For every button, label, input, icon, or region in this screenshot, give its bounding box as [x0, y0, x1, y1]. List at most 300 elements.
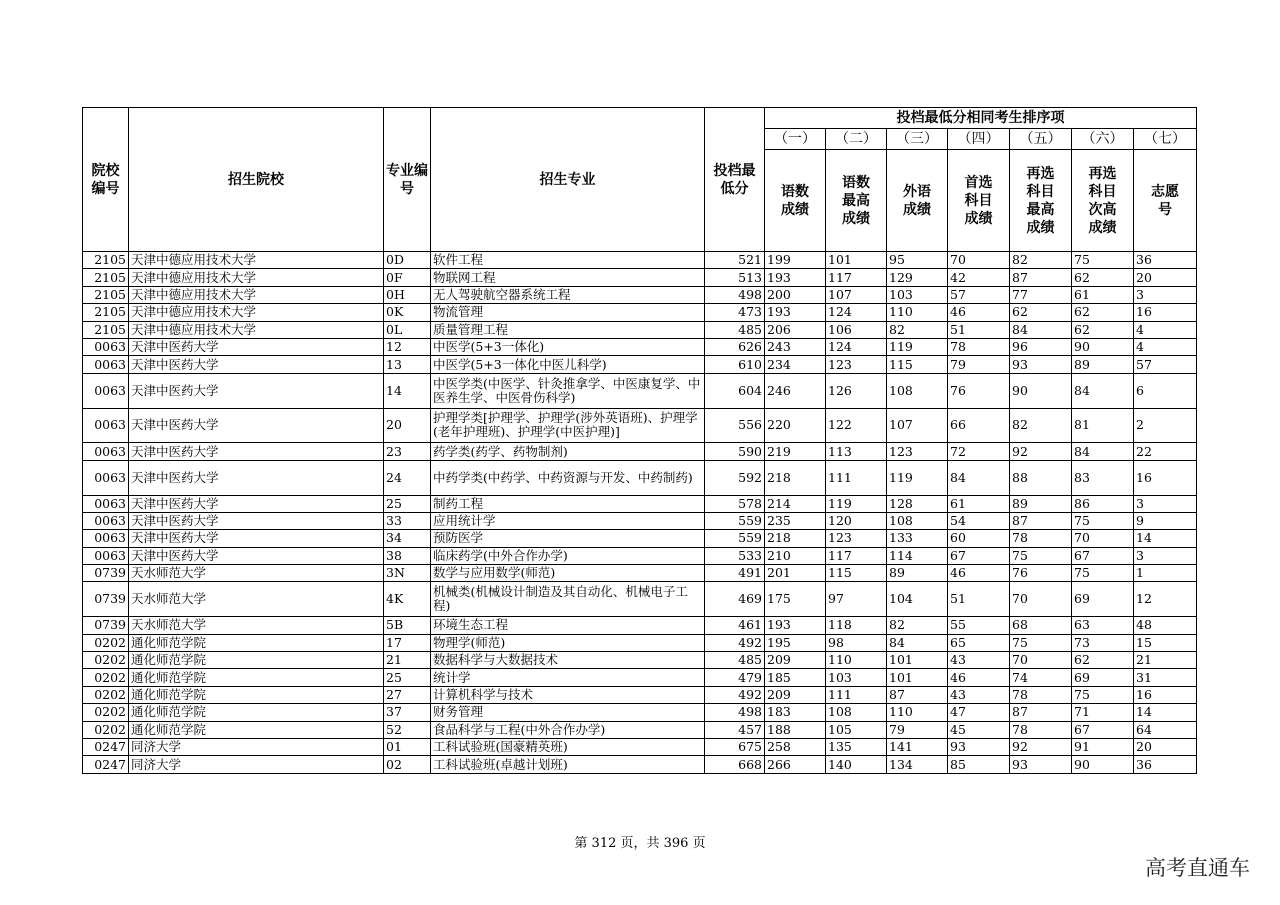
cell-major-code: 0D [384, 252, 431, 269]
table-row [83, 582, 1197, 617]
cell-yushu: 218 [765, 460, 826, 495]
cell-major-name: 工科试验班(卓越计划班) [431, 756, 705, 773]
cell-min-score: 492 [705, 686, 765, 703]
table-row [83, 634, 1197, 651]
cell-min-score: 492 [705, 634, 765, 651]
cell-min-score: 559 [705, 512, 765, 529]
cell-school-code: 0739 [83, 617, 129, 634]
cell-yushu: 175 [765, 582, 826, 617]
cell-min-score: 610 [705, 356, 765, 373]
cell-first-subject: 85 [948, 756, 1010, 773]
header-sort-index: （六） [1072, 129, 1134, 150]
cell-school-code: 0063 [83, 443, 129, 460]
cell-min-score: 479 [705, 669, 765, 686]
cell-second-max: 78 [1010, 721, 1072, 738]
cell-major-code: 01 [384, 739, 431, 756]
cell-school-name: 天水师范大学 [129, 582, 384, 617]
header-sort-index: （四） [948, 129, 1010, 150]
cell-major-name: 统计学 [431, 669, 705, 686]
cell-foreign: 110 [887, 704, 948, 721]
cell-choice-no: 1 [1134, 565, 1197, 582]
cell-second-max: 78 [1010, 686, 1072, 703]
cell-school-name: 通化师范学院 [129, 669, 384, 686]
cell-second-next: 69 [1072, 582, 1134, 617]
cell-second-next: 91 [1072, 739, 1134, 756]
cell-choice-no: 4 [1134, 338, 1197, 355]
cell-school-name: 通化师范学院 [129, 686, 384, 703]
header-sort-index: （五） [1010, 129, 1072, 150]
cell-school-code: 2105 [83, 286, 129, 303]
cell-school-code: 0202 [83, 721, 129, 738]
cell-school-name: 天津中医药大学 [129, 443, 384, 460]
cell-yushu-max: 111 [826, 686, 887, 703]
cell-yushu-max: 140 [826, 756, 887, 773]
cell-second-max: 70 [1010, 652, 1072, 669]
cell-second-max: 88 [1010, 460, 1072, 495]
cell-major-name: 财务管理 [431, 704, 705, 721]
cell-foreign: 128 [887, 495, 948, 512]
cell-second-max: 75 [1010, 547, 1072, 564]
cell-yushu-max: 117 [826, 269, 887, 286]
cell-major-name: 计算机科学与技术 [431, 686, 705, 703]
cell-min-score: 457 [705, 721, 765, 738]
cell-choice-no: 3 [1134, 547, 1197, 564]
cell-min-score: 498 [705, 704, 765, 721]
cell-school-code: 0063 [83, 530, 129, 547]
cell-second-next: 84 [1072, 443, 1134, 460]
cell-school-name: 天津中医药大学 [129, 495, 384, 512]
cell-first-subject: 72 [948, 443, 1010, 460]
cell-school-name: 天津中医药大学 [129, 512, 384, 529]
cell-min-score: 578 [705, 495, 765, 512]
cell-choice-no: 9 [1134, 512, 1197, 529]
cell-major-code: 3N [384, 565, 431, 582]
table-row [83, 547, 1197, 564]
cell-major-name: 数据科学与大数据技术 [431, 652, 705, 669]
cell-major-code: 4K [384, 582, 431, 617]
cell-yushu: 210 [765, 547, 826, 564]
cell-yushu-max: 113 [826, 443, 887, 460]
header-major-code: 专业编号 [384, 108, 431, 252]
cell-first-subject: 51 [948, 321, 1010, 338]
cell-major-code: 25 [384, 669, 431, 686]
cell-yushu-max: 124 [826, 338, 887, 355]
cell-min-score: 485 [705, 652, 765, 669]
cell-yushu: 243 [765, 338, 826, 355]
cell-foreign: 133 [887, 530, 948, 547]
cell-choice-no: 6 [1134, 373, 1197, 408]
cell-school-code: 0063 [83, 495, 129, 512]
table-body [83, 252, 1197, 774]
cell-yushu-max: 97 [826, 582, 887, 617]
table-row [83, 739, 1197, 756]
table-row [83, 721, 1197, 738]
cell-major-name: 工科试验班(国豪精英班) [431, 739, 705, 756]
cell-school-code: 2105 [83, 321, 129, 338]
cell-yushu: 193 [765, 617, 826, 634]
cell-second-max: 96 [1010, 338, 1072, 355]
cell-yushu: 258 [765, 739, 826, 756]
table-row [83, 495, 1197, 512]
cell-major-code: 0F [384, 269, 431, 286]
cell-choice-no: 36 [1134, 756, 1197, 773]
cell-school-name: 通化师范学院 [129, 634, 384, 651]
cell-min-score: 513 [705, 269, 765, 286]
cell-yushu: 185 [765, 669, 826, 686]
cell-yushu-max: 124 [826, 304, 887, 321]
cell-yushu-max: 123 [826, 356, 887, 373]
cell-min-score: 473 [705, 304, 765, 321]
cell-major-code: 52 [384, 721, 431, 738]
cell-yushu-max: 115 [826, 565, 887, 582]
cell-foreign: 108 [887, 512, 948, 529]
cell-yushu: 209 [765, 686, 826, 703]
cell-choice-no: 20 [1134, 739, 1197, 756]
cell-yushu: 183 [765, 704, 826, 721]
cell-major-name: 护理学类[护理学、护理学(涉外英语班)、护理学(老年护理班)、护理学(中医护理)] [431, 408, 705, 443]
cell-foreign: 103 [887, 286, 948, 303]
cell-school-name: 天津中德应用技术大学 [129, 304, 384, 321]
cell-second-next: 67 [1072, 721, 1134, 738]
cell-school-code: 0202 [83, 669, 129, 686]
cell-major-name: 食品科学与工程(中外合作办学) [431, 721, 705, 738]
cell-yushu-max: 108 [826, 704, 887, 721]
cell-min-score: 604 [705, 373, 765, 408]
cell-choice-no: 36 [1134, 252, 1197, 269]
cell-school-code: 0202 [83, 704, 129, 721]
cell-yushu-max: 101 [826, 252, 887, 269]
table-row [83, 338, 1197, 355]
cell-second-next: 61 [1072, 286, 1134, 303]
cell-min-score: 498 [705, 286, 765, 303]
cell-choice-no: 16 [1134, 686, 1197, 703]
cell-school-name: 通化师范学院 [129, 721, 384, 738]
cell-foreign: 119 [887, 460, 948, 495]
cell-yushu-max: 126 [826, 373, 887, 408]
cell-school-name: 天津中医药大学 [129, 408, 384, 443]
cell-foreign: 95 [887, 252, 948, 269]
cell-second-next: 67 [1072, 547, 1134, 564]
cell-first-subject: 78 [948, 338, 1010, 355]
cell-first-subject: 51 [948, 582, 1010, 617]
header-sort-column: 语数最高成绩 [826, 150, 887, 252]
cell-school-code: 0063 [83, 356, 129, 373]
cell-second-next: 86 [1072, 495, 1134, 512]
cell-school-name: 同济大学 [129, 756, 384, 773]
header-sort-group: 投档最低分相同考生排序项 [765, 108, 1197, 129]
header-sort-column: 语数成绩 [765, 150, 826, 252]
cell-first-subject: 45 [948, 721, 1010, 738]
cell-first-subject: 65 [948, 634, 1010, 651]
cell-school-code: 0063 [83, 408, 129, 443]
cell-choice-no: 31 [1134, 669, 1197, 686]
cell-major-code: 0K [384, 304, 431, 321]
cell-first-subject: 55 [948, 617, 1010, 634]
cell-second-max: 75 [1010, 634, 1072, 651]
cell-second-next: 73 [1072, 634, 1134, 651]
header-sort-column: 再选科目次高成绩 [1072, 150, 1134, 252]
header-sort-index: （二） [826, 129, 887, 150]
cell-min-score: 675 [705, 739, 765, 756]
cell-second-next: 62 [1072, 269, 1134, 286]
cell-first-subject: 61 [948, 495, 1010, 512]
cell-foreign: 84 [887, 634, 948, 651]
cell-yushu-max: 110 [826, 652, 887, 669]
cell-yushu: 199 [765, 252, 826, 269]
header-school-name: 招生院校 [129, 108, 384, 252]
cell-choice-no: 15 [1134, 634, 1197, 651]
cell-first-subject: 47 [948, 704, 1010, 721]
cell-min-score: 592 [705, 460, 765, 495]
cell-major-code: 37 [384, 704, 431, 721]
cell-major-name: 中医学类(中医学、针灸推拿学、中医康复学、中医养生学、中医骨伤科学) [431, 373, 705, 408]
cell-foreign: 101 [887, 652, 948, 669]
cell-school-name: 天津中医药大学 [129, 547, 384, 564]
cell-major-name: 中医学(5+3一体化中医儿科学) [431, 356, 705, 373]
cell-major-code: 17 [384, 634, 431, 651]
table-header [83, 108, 1197, 252]
cell-foreign: 141 [887, 739, 948, 756]
header-sort-index: （三） [887, 129, 948, 150]
cell-school-name: 通化师范学院 [129, 704, 384, 721]
admission-score-table [82, 107, 1197, 774]
cell-school-name: 天津中德应用技术大学 [129, 269, 384, 286]
cell-choice-no: 4 [1134, 321, 1197, 338]
cell-school-name: 天水师范大学 [129, 617, 384, 634]
header-sort-column: 志愿号 [1134, 150, 1197, 252]
cell-yushu-max: 106 [826, 321, 887, 338]
cell-school-code: 0739 [83, 565, 129, 582]
cell-second-max: 92 [1010, 443, 1072, 460]
watermark: 高考直通车 [1145, 856, 1250, 880]
cell-first-subject: 46 [948, 565, 1010, 582]
header-school-code: 院校编号 [83, 108, 129, 252]
cell-foreign: 123 [887, 443, 948, 460]
table-row [83, 686, 1197, 703]
cell-school-name: 天津中医药大学 [129, 460, 384, 495]
cell-major-code: 21 [384, 652, 431, 669]
cell-yushu: 214 [765, 495, 826, 512]
cell-yushu-max: 98 [826, 634, 887, 651]
cell-foreign: 82 [887, 321, 948, 338]
cell-major-name: 中医学(5+3一体化) [431, 338, 705, 355]
cell-choice-no: 16 [1134, 304, 1197, 321]
cell-min-score: 556 [705, 408, 765, 443]
cell-school-code: 0063 [83, 373, 129, 408]
cell-min-score: 533 [705, 547, 765, 564]
cell-first-subject: 67 [948, 547, 1010, 564]
cell-school-code: 2105 [83, 252, 129, 269]
header-sort-index: （七） [1134, 129, 1197, 150]
cell-min-score: 491 [705, 565, 765, 582]
cell-major-name: 数学与应用数学(师范) [431, 565, 705, 582]
cell-yushu: 246 [765, 373, 826, 408]
cell-second-max: 62 [1010, 304, 1072, 321]
table-row [83, 669, 1197, 686]
cell-foreign: 104 [887, 582, 948, 617]
cell-yushu-max: 105 [826, 721, 887, 738]
cell-yushu-max: 119 [826, 495, 887, 512]
cell-min-score: 590 [705, 443, 765, 460]
cell-foreign: 114 [887, 547, 948, 564]
table-row [83, 652, 1197, 669]
cell-school-name: 天津中医药大学 [129, 338, 384, 355]
header-sort-column: 首选科目成绩 [948, 150, 1010, 252]
cell-major-name: 药学类(药学、药物制剂) [431, 443, 705, 460]
cell-yushu: 195 [765, 634, 826, 651]
cell-choice-no: 14 [1134, 704, 1197, 721]
cell-choice-no: 21 [1134, 652, 1197, 669]
table-row [83, 530, 1197, 547]
cell-first-subject: 84 [948, 460, 1010, 495]
cell-second-max: 82 [1010, 408, 1072, 443]
cell-second-max: 92 [1010, 739, 1072, 756]
cell-second-next: 71 [1072, 704, 1134, 721]
cell-major-code: 12 [384, 338, 431, 355]
cell-major-code: 13 [384, 356, 431, 373]
cell-yushu-max: 122 [826, 408, 887, 443]
cell-second-next: 63 [1072, 617, 1134, 634]
cell-second-next: 84 [1072, 373, 1134, 408]
cell-major-code: 02 [384, 756, 431, 773]
cell-school-code: 0063 [83, 547, 129, 564]
cell-school-name: 天水师范大学 [129, 565, 384, 582]
cell-min-score: 461 [705, 617, 765, 634]
cell-yushu: 206 [765, 321, 826, 338]
header-min-score: 投档最低分 [705, 108, 765, 252]
cell-major-code: 34 [384, 530, 431, 547]
cell-second-max: 68 [1010, 617, 1072, 634]
table-row [83, 512, 1197, 529]
cell-major-code: 23 [384, 443, 431, 460]
cell-second-next: 90 [1072, 756, 1134, 773]
cell-second-next: 62 [1072, 304, 1134, 321]
cell-second-next: 89 [1072, 356, 1134, 373]
cell-yushu-max: 117 [826, 547, 887, 564]
table-row [83, 460, 1197, 495]
cell-choice-no: 12 [1134, 582, 1197, 617]
cell-second-next: 90 [1072, 338, 1134, 355]
cell-second-max: 74 [1010, 669, 1072, 686]
cell-yushu: 220 [765, 408, 826, 443]
cell-second-next: 75 [1072, 686, 1134, 703]
table-row [83, 756, 1197, 773]
cell-school-name: 通化师范学院 [129, 652, 384, 669]
cell-foreign: 108 [887, 373, 948, 408]
cell-major-name: 临床药学(中外合作办学) [431, 547, 705, 564]
cell-major-code: 38 [384, 547, 431, 564]
cell-school-code: 0063 [83, 338, 129, 355]
cell-foreign: 110 [887, 304, 948, 321]
cell-school-code: 2105 [83, 269, 129, 286]
cell-second-max: 82 [1010, 252, 1072, 269]
cell-school-code: 0202 [83, 652, 129, 669]
cell-first-subject: 70 [948, 252, 1010, 269]
cell-foreign: 119 [887, 338, 948, 355]
cell-major-name: 无人驾驶航空器系统工程 [431, 286, 705, 303]
cell-second-max: 93 [1010, 356, 1072, 373]
cell-school-code: 0202 [83, 686, 129, 703]
cell-school-code: 0247 [83, 739, 129, 756]
header-sort-column: 外语成绩 [887, 150, 948, 252]
cell-school-name: 天津中医药大学 [129, 530, 384, 547]
cell-yushu-max: 111 [826, 460, 887, 495]
cell-school-name: 天津中德应用技术大学 [129, 252, 384, 269]
cell-first-subject: 46 [948, 304, 1010, 321]
cell-school-code: 0247 [83, 756, 129, 773]
cell-second-next: 83 [1072, 460, 1134, 495]
table-row [83, 408, 1197, 443]
cell-choice-no: 20 [1134, 269, 1197, 286]
cell-school-code: 0063 [83, 512, 129, 529]
cell-major-name: 环境生态工程 [431, 617, 705, 634]
cell-foreign: 79 [887, 721, 948, 738]
cell-foreign: 87 [887, 686, 948, 703]
cell-second-max: 87 [1010, 704, 1072, 721]
cell-first-subject: 46 [948, 669, 1010, 686]
cell-first-subject: 42 [948, 269, 1010, 286]
table-row [83, 269, 1197, 286]
cell-min-score: 521 [705, 252, 765, 269]
cell-school-name: 同济大学 [129, 739, 384, 756]
table-row [83, 252, 1197, 269]
cell-yushu: 209 [765, 652, 826, 669]
cell-school-name: 天津中德应用技术大学 [129, 286, 384, 303]
cell-second-max: 76 [1010, 565, 1072, 582]
cell-min-score: 469 [705, 582, 765, 617]
cell-major-code: 24 [384, 460, 431, 495]
cell-first-subject: 54 [948, 512, 1010, 529]
cell-foreign: 82 [887, 617, 948, 634]
cell-major-code: 20 [384, 408, 431, 443]
cell-school-code: 2105 [83, 304, 129, 321]
cell-yushu: 193 [765, 269, 826, 286]
cell-choice-no: 3 [1134, 286, 1197, 303]
cell-yushu-max: 120 [826, 512, 887, 529]
cell-major-name: 物流管理 [431, 304, 705, 321]
cell-school-code: 0739 [83, 582, 129, 617]
cell-school-name: 天津中医药大学 [129, 356, 384, 373]
cell-major-name: 应用统计学 [431, 512, 705, 529]
cell-foreign: 134 [887, 756, 948, 773]
header-sort-index: （一） [765, 129, 826, 150]
cell-yushu: 266 [765, 756, 826, 773]
cell-foreign: 115 [887, 356, 948, 373]
cell-yushu: 188 [765, 721, 826, 738]
cell-yushu-max: 107 [826, 286, 887, 303]
cell-choice-no: 14 [1134, 530, 1197, 547]
cell-major-name: 机械类(机械设计制造及其自动化、机械电子工程) [431, 582, 705, 617]
cell-choice-no: 48 [1134, 617, 1197, 634]
table-row [83, 356, 1197, 373]
cell-foreign: 107 [887, 408, 948, 443]
cell-min-score: 485 [705, 321, 765, 338]
cell-major-name: 软件工程 [431, 252, 705, 269]
cell-second-max: 78 [1010, 530, 1072, 547]
cell-first-subject: 60 [948, 530, 1010, 547]
cell-second-next: 75 [1072, 512, 1134, 529]
table-row [83, 443, 1197, 460]
cell-first-subject: 76 [948, 373, 1010, 408]
cell-major-code: 33 [384, 512, 431, 529]
cell-min-score: 626 [705, 338, 765, 355]
cell-school-code: 0202 [83, 634, 129, 651]
cell-major-code: 14 [384, 373, 431, 408]
table-row [83, 286, 1197, 303]
table-row [83, 321, 1197, 338]
cell-school-code: 0063 [83, 460, 129, 495]
cell-yushu: 219 [765, 443, 826, 460]
